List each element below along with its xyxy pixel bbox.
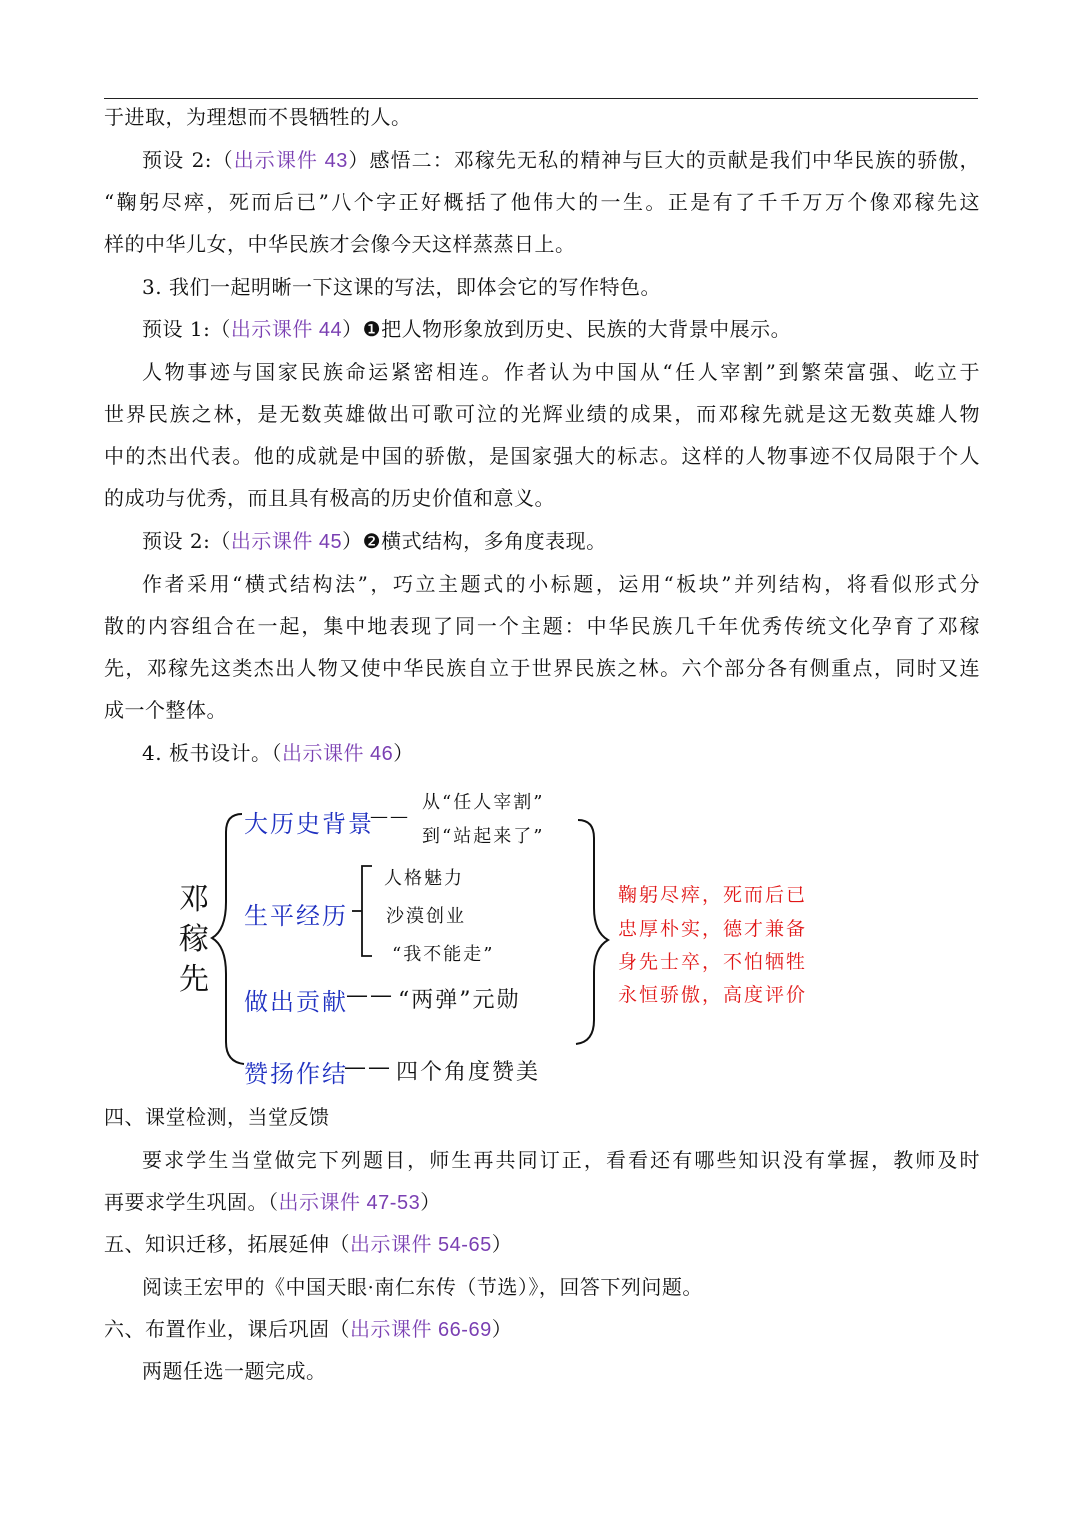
branch-life-item: 人格魅力 bbox=[384, 868, 464, 889]
paragraph-line: 的成功与优秀，而且具有极高的历史价值和意义。 bbox=[104, 486, 555, 510]
branch-history-item: 到“站起来了” bbox=[422, 826, 545, 847]
branch-contribution-text: “两弹”元勋 bbox=[398, 988, 521, 1013]
paragraph-line: 样的中华儿女，中华民族才会像今天这样蒸蒸日上。 bbox=[104, 232, 576, 256]
paragraph-line: 散的内容组合在一起，集中地表现了同一个主题：中华民族几千年优秀传统文化孕育了邓稼 bbox=[104, 614, 980, 638]
section-heading: 六、布置作业，课后巩固（出示课件 66-69） bbox=[104, 1317, 513, 1341]
section-heading: 五、知识迁移，拓展延伸（出示课件 54-65） bbox=[104, 1232, 513, 1256]
paragraph-line: 作者采用“横式结构法”，巧立主题式的小标题，运用“板块”并列结构，将看似形式分 bbox=[142, 572, 980, 596]
courseware-link[interactable]: 出示课件 45 bbox=[230, 531, 343, 553]
courseware-link[interactable]: 出示课件 66-69 bbox=[350, 1319, 492, 1341]
branch-dash: —— bbox=[346, 983, 394, 1008]
courseware-link[interactable]: 出示课件 54-65 bbox=[350, 1234, 492, 1256]
paragraph-line: 预设 1:（出示课件 44）❶把人物形象放到历史、民族的大背景中展示。 bbox=[142, 317, 792, 341]
branch-life-item: “我不能走” bbox=[392, 944, 495, 965]
quality-line: 忠厚朴实，德才兼备 bbox=[618, 918, 808, 940]
board-design-diagram bbox=[0, 780, 1080, 1090]
text-line: 于进取，为理想而不畏牺牲的人。 bbox=[104, 105, 412, 129]
branch-history-label: 大历史背景 bbox=[244, 810, 374, 838]
section-heading: 四、课堂检测，当堂反馈 bbox=[104, 1105, 330, 1129]
paragraph-line: 阅读王宏甲的《中国天眼·南仁东传（节选）》，回答下列问题。 bbox=[142, 1275, 703, 1299]
subject-name: 邓 稼 先 bbox=[179, 882, 209, 997]
quality-line: 鞠躬尽瘁，死而后已 bbox=[618, 884, 808, 906]
branch-dash: —— bbox=[344, 1055, 392, 1080]
branch-praise-text: 四个角度赞美 bbox=[396, 1060, 541, 1085]
branch-dash: —— bbox=[370, 806, 410, 827]
paragraph-line: 要求学生当堂做完下列题目，师生再共同订正，看看还有哪些知识没有掌握，教师及时 bbox=[142, 1148, 980, 1172]
branch-history-item: 从“任人宰割” bbox=[422, 792, 545, 813]
branch-life-label: 生平经历 bbox=[244, 902, 348, 930]
courseware-link[interactable]: 出示课件 46 bbox=[281, 743, 394, 765]
paragraph-line: 两题任选一题完成。 bbox=[142, 1359, 327, 1383]
paragraph-line: 人物事迹与国家民族命运紧密相连。作者认为中国从“任人宰割”到繁荣富强、屹立于 bbox=[142, 360, 980, 384]
paragraph-line: “鞠躬尽瘁，死而后已”八个字正好概括了他伟大的一生。正是有了千千万万个像邓稼先这 bbox=[104, 190, 980, 214]
quality-line: 永恒骄傲，高度评价 bbox=[618, 984, 808, 1006]
number-one-icon: ❶ bbox=[362, 317, 382, 341]
paragraph-line: 预设 2:（出示课件 45）❷横式结构，多角度表现。 bbox=[142, 529, 607, 553]
number-two-icon: ❷ bbox=[362, 529, 382, 553]
paragraph-line: 世界民族之林，是无数英雄做出可歌可泣的光辉业绩的成果，而邓稼先就是这无数英雄人物 bbox=[104, 402, 980, 426]
paragraph-line: 再要求学生巩固。（出示课件 47-53） bbox=[104, 1190, 441, 1214]
branch-contribution-label: 做出贡献 bbox=[244, 988, 348, 1016]
paragraph-line: 先，邓稼先这类杰出人物又使中华民族自立于世界民族之林。六个部分各有侧重点，同时又连 bbox=[104, 656, 980, 680]
paragraph-line: 预设 2:（出示课件 43）感悟二：邓稼先无私的精神与巨大的贡献是我们中华民族的骄傲， bbox=[142, 148, 981, 172]
step-heading: 3. 我们一起明晰一下这课的写法，即体会它的写作特色。 bbox=[142, 275, 661, 299]
quality-line: 身先士卒，不怕牺牲 bbox=[618, 951, 808, 973]
branch-life-item: 沙漠创业 bbox=[386, 906, 466, 927]
courseware-link[interactable]: 出示课件 47-53 bbox=[278, 1192, 421, 1214]
step-heading: 4. 板书设计。（出示课件 46） bbox=[142, 741, 414, 765]
courseware-link[interactable]: 出示课件 43 bbox=[233, 150, 348, 172]
paragraph-line: 中的杰出代表。他的成就是中国的骄傲，是国家强大的标志。这样的人物事迹不仅局限于个人 bbox=[104, 444, 980, 468]
paragraph-line: 成一个整体。 bbox=[104, 698, 227, 722]
branch-praise-label: 赞扬作结 bbox=[244, 1060, 348, 1088]
courseware-link[interactable]: 出示课件 44 bbox=[230, 319, 343, 341]
header-rule bbox=[104, 98, 978, 99]
